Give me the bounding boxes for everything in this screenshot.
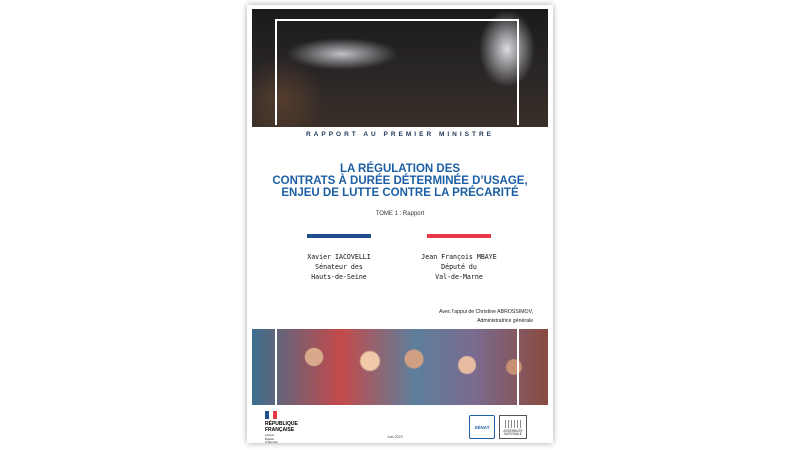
author-role: Sénateur des <box>315 263 363 271</box>
author-name: Xavier IACOVELLI <box>307 253 371 261</box>
author-role: Député du <box>441 263 477 271</box>
support-line: Administratrice générale <box>477 318 533 324</box>
report-date: Juin 2023 <box>387 435 403 439</box>
blue-divider <box>307 234 371 238</box>
author-deputy <box>399 252 519 282</box>
cover-photo-group <box>252 329 548 405</box>
report-cover <box>247 5 553 443</box>
senat-label: SÉNAT <box>474 424 490 430</box>
title-line: LA RÉGULATION DES <box>339 163 461 175</box>
support-credit <box>333 308 533 326</box>
author-area: Val-de-Marne <box>435 273 483 281</box>
republique-francaise-logo <box>265 411 305 443</box>
an-emblem-icon <box>505 420 521 428</box>
report-title <box>257 163 543 199</box>
senat-logo <box>469 415 495 439</box>
assemblee-nationale-logo <box>499 415 527 439</box>
red-divider <box>427 234 491 238</box>
rf-line: RÉPUBLIQUE <box>265 421 298 427</box>
an-line: NATIONALE <box>504 432 522 437</box>
support-line: Avec l’appui de Christine ABROSSIMOV, <box>439 309 533 315</box>
an-line: ASSEMBLÉE <box>503 428 523 433</box>
rf-line: FRANÇAISE <box>265 427 295 433</box>
rf-motto-line: Égalité <box>265 436 275 441</box>
report-kicker: RAPPORT AU PREMIER MINISTRE <box>305 131 494 138</box>
french-flag-icon <box>265 411 277 419</box>
rf-motto-line: Liberté <box>265 433 275 437</box>
rf-motto-line: Fraternité <box>265 440 278 443</box>
author-area: Hauts-de-Seine <box>311 273 367 281</box>
title-line: CONTRATS À DURÉE DÉTERMINÉE D’USAGE, <box>272 175 528 187</box>
photo-frame-top <box>275 19 519 125</box>
author-senator <box>279 252 399 282</box>
author-name: Jean François MBAYE <box>421 253 497 261</box>
title-line: ENJEU DE LUTTE CONTRE LA PRÉCARITÉ <box>281 187 519 199</box>
tome-label: TOME 1 : Rapport <box>375 211 425 217</box>
